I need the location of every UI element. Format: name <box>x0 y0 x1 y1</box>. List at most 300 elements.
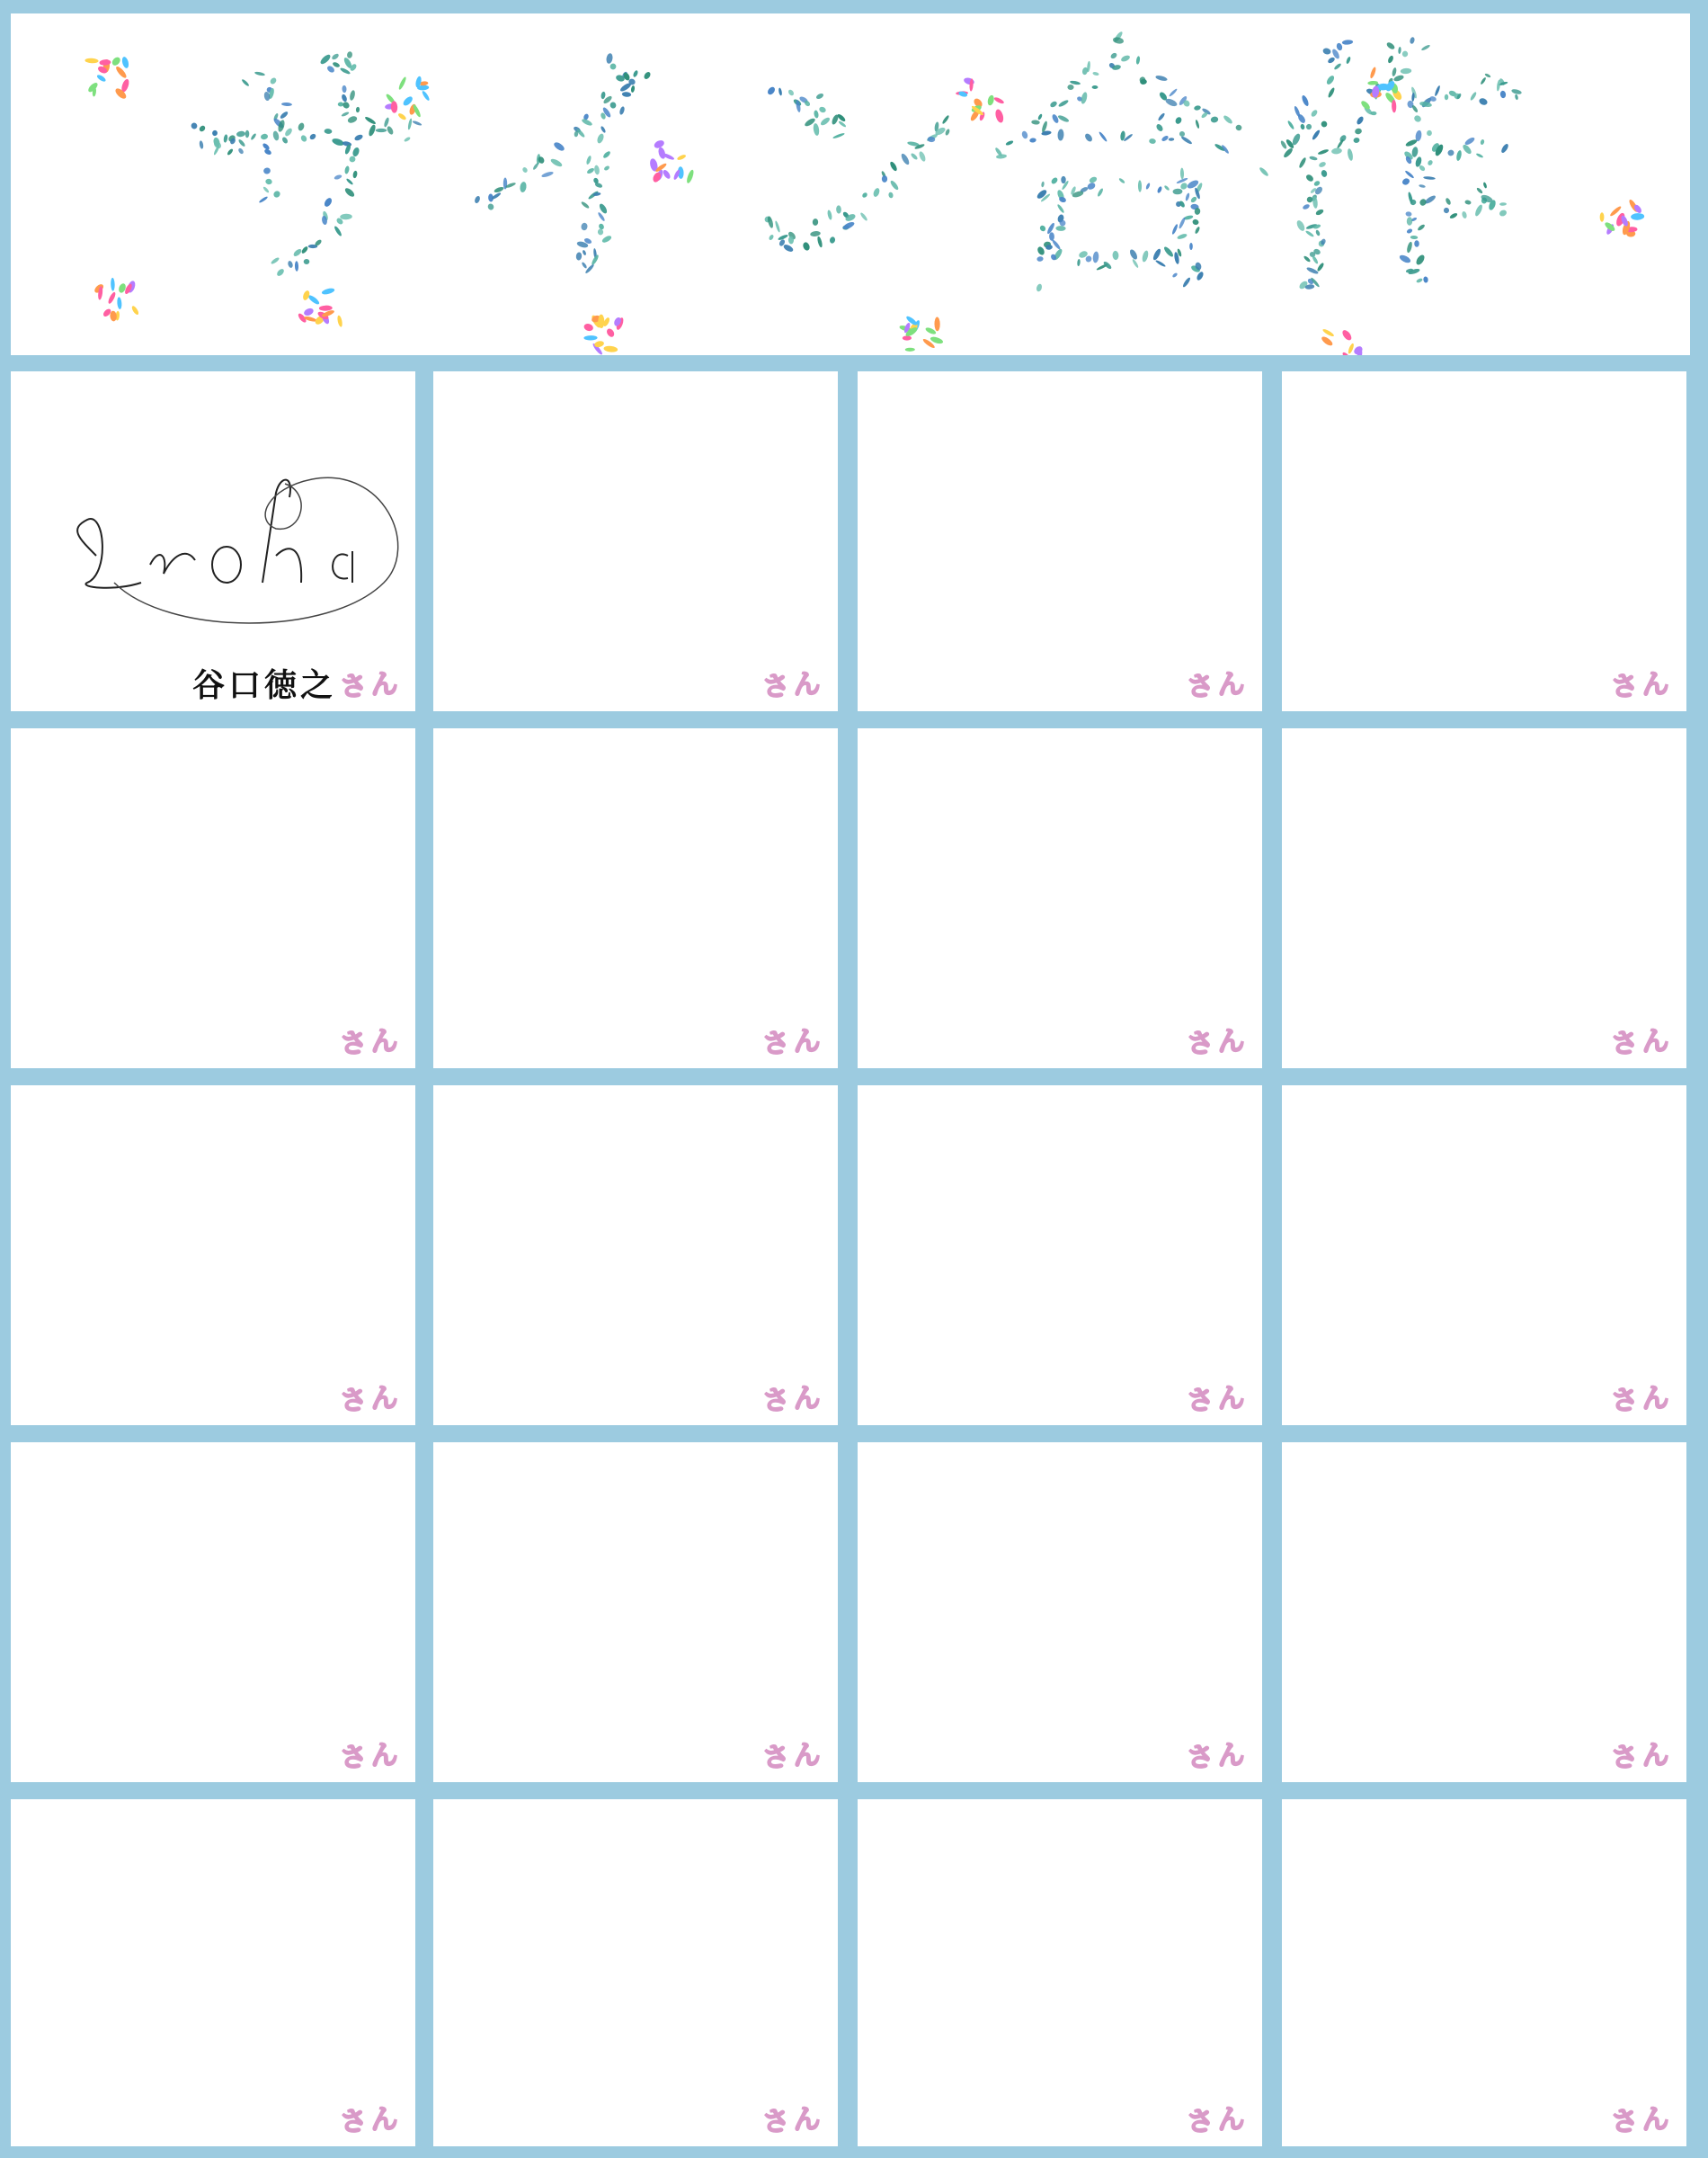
signer-name: 谷口徳之 <box>191 666 336 704</box>
san-honorific: さん <box>761 1024 825 1061</box>
leaf <box>1401 67 1412 74</box>
leaf <box>1464 200 1472 205</box>
leaf <box>1346 56 1351 64</box>
leaf <box>340 67 351 75</box>
leaf <box>1092 85 1099 89</box>
leaf <box>272 190 281 199</box>
signature-cell-16[interactable] <box>1282 1442 1686 1782</box>
leaf <box>474 195 481 204</box>
leaf <box>334 174 342 180</box>
leaf <box>1406 241 1413 253</box>
leaf <box>859 212 868 222</box>
leaf <box>237 147 245 155</box>
leaf <box>1109 52 1117 60</box>
petal <box>987 94 995 106</box>
leaf <box>861 192 868 199</box>
leaf <box>353 133 363 141</box>
petal-cluster <box>297 287 342 327</box>
petal <box>117 297 122 309</box>
leaf <box>1067 85 1073 90</box>
leaf <box>352 170 358 178</box>
signature-cell-19[interactable] <box>858 1799 1262 2146</box>
leaf <box>1157 186 1163 194</box>
leaf <box>1210 116 1219 123</box>
leaf <box>300 134 308 143</box>
petal <box>111 56 121 67</box>
leaf <box>347 115 358 124</box>
leaf <box>1192 218 1199 226</box>
leaf <box>996 154 1007 159</box>
san-honorific: さん <box>1610 1738 1674 1775</box>
leaf <box>347 51 353 58</box>
leaf <box>1086 182 1096 191</box>
leaf <box>258 196 268 204</box>
petal-cluster <box>1600 199 1645 237</box>
san-honorific: さん <box>1610 667 1674 704</box>
petal <box>107 291 117 305</box>
leaf <box>1029 138 1036 143</box>
san-honorific: さん <box>339 1024 403 1061</box>
petal <box>1340 328 1353 342</box>
leaf <box>584 263 595 274</box>
leaf <box>300 245 308 254</box>
leaf <box>1419 198 1428 207</box>
leaf <box>1401 177 1411 186</box>
leaf <box>342 101 351 110</box>
leaf <box>1385 41 1395 50</box>
leaf <box>331 52 340 60</box>
leaf <box>606 53 614 65</box>
leaf <box>581 201 591 210</box>
petal <box>319 305 333 311</box>
leaf <box>1236 125 1242 131</box>
leaf <box>368 124 377 138</box>
leaf <box>1089 175 1099 183</box>
san-honorific: さん <box>1186 1381 1250 1418</box>
signature-cell-1[interactable] <box>11 371 415 711</box>
leaf <box>596 133 605 145</box>
leaf <box>295 261 298 272</box>
san-honorific: さん <box>339 1381 403 1418</box>
leaf <box>1128 248 1138 261</box>
signature-cell-20[interactable] <box>1282 1799 1686 2146</box>
leaf <box>364 116 377 126</box>
leaf <box>1415 254 1427 266</box>
leaf <box>1414 240 1419 247</box>
leaf <box>1058 99 1070 108</box>
leaf <box>1142 250 1150 263</box>
iroha-signature-image <box>60 457 411 637</box>
signature-cell-12[interactable] <box>1282 1085 1686 1425</box>
leaf <box>351 147 360 157</box>
leaf <box>269 76 277 85</box>
leaf <box>1185 192 1190 201</box>
leaf <box>1398 47 1401 54</box>
leaf <box>1039 225 1047 233</box>
leaf <box>774 220 780 233</box>
leaf <box>1500 143 1510 154</box>
leaf <box>1157 112 1165 121</box>
signature-cell-6[interactable] <box>433 728 838 1068</box>
leaf <box>1057 114 1070 123</box>
leaf <box>1070 80 1081 85</box>
leaf <box>272 130 280 141</box>
leaf <box>609 62 618 71</box>
leaf <box>1315 229 1321 236</box>
leaf <box>241 78 250 86</box>
leaf <box>1499 202 1507 206</box>
leaf <box>1416 278 1423 284</box>
leaf <box>199 140 204 149</box>
leaf <box>1515 94 1519 101</box>
leaf <box>1195 120 1200 129</box>
leaf <box>1455 150 1462 162</box>
leaf <box>581 222 588 230</box>
leaf <box>602 150 611 159</box>
leaf <box>340 214 352 220</box>
leaf <box>338 102 344 106</box>
leaf <box>827 210 833 220</box>
petal <box>336 315 342 327</box>
leaf <box>1331 147 1342 155</box>
leaf <box>280 111 289 120</box>
leaf <box>941 114 950 124</box>
leaf <box>1354 128 1362 135</box>
leaf <box>1413 114 1423 123</box>
signature-cell-4[interactable] <box>1282 371 1686 711</box>
signature-cell-8[interactable] <box>1282 728 1686 1068</box>
leaf <box>882 175 887 183</box>
petal-cluster <box>1360 67 1404 113</box>
petal <box>1348 343 1355 354</box>
leaf <box>1120 54 1131 63</box>
leaf <box>324 129 332 134</box>
leaf <box>412 120 422 127</box>
leaf <box>1347 148 1354 162</box>
leaf <box>1092 71 1099 76</box>
leaf <box>297 122 305 132</box>
leaf <box>632 70 638 78</box>
san-honorific: さん <box>339 667 403 704</box>
leaf <box>1172 189 1182 195</box>
leaf <box>520 182 528 193</box>
petal-cluster <box>583 314 625 355</box>
leaf <box>1161 135 1169 142</box>
leaf <box>832 132 845 139</box>
title-leaf-art <box>11 13 1690 355</box>
leaf <box>820 116 832 127</box>
leaf <box>818 106 826 114</box>
leaf <box>237 138 245 147</box>
leaf <box>1404 170 1414 179</box>
leaf <box>1511 88 1522 95</box>
leaf <box>1303 255 1311 263</box>
leaf <box>1049 232 1054 241</box>
leaf <box>223 134 228 143</box>
petal <box>303 307 315 317</box>
leaf <box>1305 230 1315 238</box>
leaf <box>304 259 310 264</box>
leaf <box>1322 48 1331 56</box>
leaf <box>816 236 823 247</box>
leaf <box>1171 224 1179 236</box>
leaf <box>1333 63 1342 71</box>
leaf <box>838 120 847 129</box>
leaf <box>227 148 234 156</box>
leaf <box>918 150 927 162</box>
leaf <box>1041 182 1045 188</box>
leaf <box>270 256 280 264</box>
leaf <box>1021 130 1028 139</box>
san-honorific: さん <box>761 667 825 704</box>
signature-cell-11[interactable] <box>858 1085 1262 1425</box>
leaf <box>1405 211 1412 217</box>
petal <box>934 317 940 331</box>
leaf <box>407 118 413 129</box>
leaf <box>308 133 316 141</box>
leaf <box>1305 174 1315 183</box>
petal <box>85 58 98 63</box>
san-honorific: さん <box>1186 1738 1250 1775</box>
leaf <box>1336 42 1343 51</box>
leaf <box>1480 76 1487 85</box>
leaf <box>1318 161 1326 168</box>
leaf <box>1171 272 1178 279</box>
san-honorific: さん <box>761 2102 825 2139</box>
leaf <box>601 235 613 244</box>
san-honorific: さん <box>1610 1381 1674 1418</box>
leaf <box>1410 236 1419 240</box>
petal <box>96 74 107 83</box>
petal <box>130 305 139 316</box>
leaf <box>1180 136 1193 146</box>
leaf <box>900 153 911 166</box>
leaf <box>341 111 350 118</box>
leaf <box>1194 105 1202 111</box>
leaf <box>346 178 354 186</box>
petal <box>662 169 672 180</box>
leaf <box>829 236 836 245</box>
leaf <box>292 248 302 258</box>
title-leaves <box>190 31 1522 292</box>
petal <box>905 348 915 352</box>
leaf <box>349 90 356 101</box>
leaf <box>872 187 880 198</box>
leaf <box>778 87 783 95</box>
leaf <box>1301 94 1310 107</box>
leaf <box>1145 183 1151 190</box>
petal <box>110 310 117 321</box>
leaf <box>1169 88 1179 97</box>
leaf <box>1149 138 1156 145</box>
leaf <box>618 106 625 115</box>
leaf <box>1313 180 1321 187</box>
leaf <box>1036 283 1043 292</box>
leaf <box>1478 97 1488 106</box>
leaf <box>888 192 894 199</box>
leaf <box>1312 129 1321 141</box>
petal <box>993 96 1005 105</box>
leaf <box>889 161 898 173</box>
signature-cell-7[interactable] <box>858 728 1262 1068</box>
leaf <box>1427 130 1433 137</box>
petal <box>903 335 912 340</box>
leaf <box>889 180 899 192</box>
san-honorific: さん <box>1610 2102 1674 2139</box>
petal <box>321 287 335 295</box>
petal-cluster <box>899 315 944 352</box>
leaf <box>1342 40 1354 45</box>
leaf <box>1302 203 1310 210</box>
leaf <box>1312 255 1319 265</box>
leaf <box>1138 180 1142 192</box>
leaf <box>813 123 820 137</box>
leaf <box>1118 177 1125 183</box>
leaf <box>331 138 344 147</box>
leaf <box>245 130 250 138</box>
leaf <box>945 129 951 136</box>
leaf <box>1163 185 1170 192</box>
leaf <box>782 243 794 253</box>
signature-cell-14[interactable] <box>433 1442 838 1782</box>
leaf <box>1057 129 1064 140</box>
leaf <box>1259 166 1269 177</box>
leaf <box>1152 248 1161 262</box>
san-honorific: さん <box>761 1738 825 1775</box>
petal <box>111 278 115 291</box>
leaf <box>1005 139 1014 146</box>
petal-cluster <box>93 278 139 322</box>
leaf <box>532 162 539 170</box>
leaf <box>1190 196 1198 204</box>
leaf <box>600 91 606 99</box>
san-honorific: さん <box>1186 2102 1250 2139</box>
leaf <box>1392 67 1397 77</box>
leaf <box>376 129 387 132</box>
leaf <box>1321 120 1329 129</box>
signature-cell-5[interactable] <box>11 728 415 1068</box>
signature-cell-3[interactable] <box>858 371 1262 711</box>
leaf <box>1286 120 1294 129</box>
leaf <box>332 61 340 68</box>
signature-cell-15[interactable] <box>858 1442 1262 1782</box>
leaf <box>1387 55 1394 64</box>
leaf <box>341 94 348 103</box>
leaf <box>1423 176 1436 180</box>
leaf <box>1155 259 1167 267</box>
signature-cell-17[interactable] <box>11 1799 415 2146</box>
leaf <box>1356 115 1365 125</box>
leaf <box>1449 212 1458 219</box>
petal <box>421 90 430 102</box>
petal-cluster <box>1321 328 1365 355</box>
leaf <box>630 85 635 94</box>
leaf <box>1177 233 1188 240</box>
leaf <box>766 85 776 96</box>
leaf <box>1309 156 1318 161</box>
leaf <box>1132 258 1140 268</box>
leaf <box>1474 204 1484 218</box>
leaf <box>1135 56 1140 65</box>
leaf <box>262 167 271 174</box>
leaf <box>1462 210 1468 218</box>
leaf <box>1112 36 1124 44</box>
leaf <box>1099 131 1108 143</box>
leaf <box>1169 138 1175 141</box>
leaf <box>1447 149 1454 156</box>
signature-cell-10[interactable] <box>433 1085 838 1425</box>
leaf <box>1194 226 1200 234</box>
leaf <box>404 137 411 143</box>
leaf <box>1182 277 1192 289</box>
leaf <box>1399 254 1412 264</box>
leaf <box>190 121 198 129</box>
signature-cell-18[interactable] <box>433 1799 838 2146</box>
petal <box>397 76 407 91</box>
leaf <box>1427 159 1434 166</box>
leaf <box>521 166 528 174</box>
petal <box>686 169 695 184</box>
petal <box>1321 335 1334 347</box>
leaf <box>1036 245 1046 256</box>
petal-cluster <box>649 138 695 183</box>
leaf <box>1327 57 1336 65</box>
leaf <box>281 103 292 107</box>
leaf <box>1295 219 1306 232</box>
leaf <box>1055 226 1065 231</box>
leaf <box>1484 73 1491 78</box>
san-honorific: さん <box>339 1738 403 1775</box>
leaf <box>1406 228 1413 235</box>
leaf <box>609 102 617 110</box>
leaf <box>1327 87 1335 99</box>
petal <box>397 112 407 121</box>
leaf <box>582 250 586 256</box>
petal <box>1631 213 1644 220</box>
leaf <box>575 252 582 261</box>
leaf <box>1189 243 1193 250</box>
petal <box>677 154 687 161</box>
leaf <box>1421 44 1431 51</box>
leaf <box>1462 143 1473 155</box>
leaf <box>323 197 333 209</box>
petal <box>583 335 597 341</box>
petal <box>1369 67 1377 79</box>
petal-cluster <box>85 56 130 101</box>
petal <box>657 147 666 160</box>
leaf <box>276 268 286 278</box>
signature-cell-13[interactable] <box>11 1442 415 1782</box>
leaf <box>1112 251 1119 261</box>
leaf <box>815 93 824 101</box>
leaf <box>836 205 841 213</box>
petal <box>963 76 974 85</box>
leaf <box>586 167 595 175</box>
leaf <box>593 165 600 174</box>
leaf <box>1310 109 1318 118</box>
leaf <box>1223 114 1233 125</box>
leaf <box>597 228 603 236</box>
signature-cell-2[interactable] <box>433 371 838 711</box>
leaf <box>768 234 774 241</box>
leaf <box>319 53 332 66</box>
signature-cell-9[interactable] <box>11 1085 415 1425</box>
leaf <box>1410 37 1416 45</box>
leaf <box>1196 271 1205 281</box>
leaf <box>802 241 811 251</box>
petal <box>121 56 130 68</box>
leaf <box>619 82 633 93</box>
